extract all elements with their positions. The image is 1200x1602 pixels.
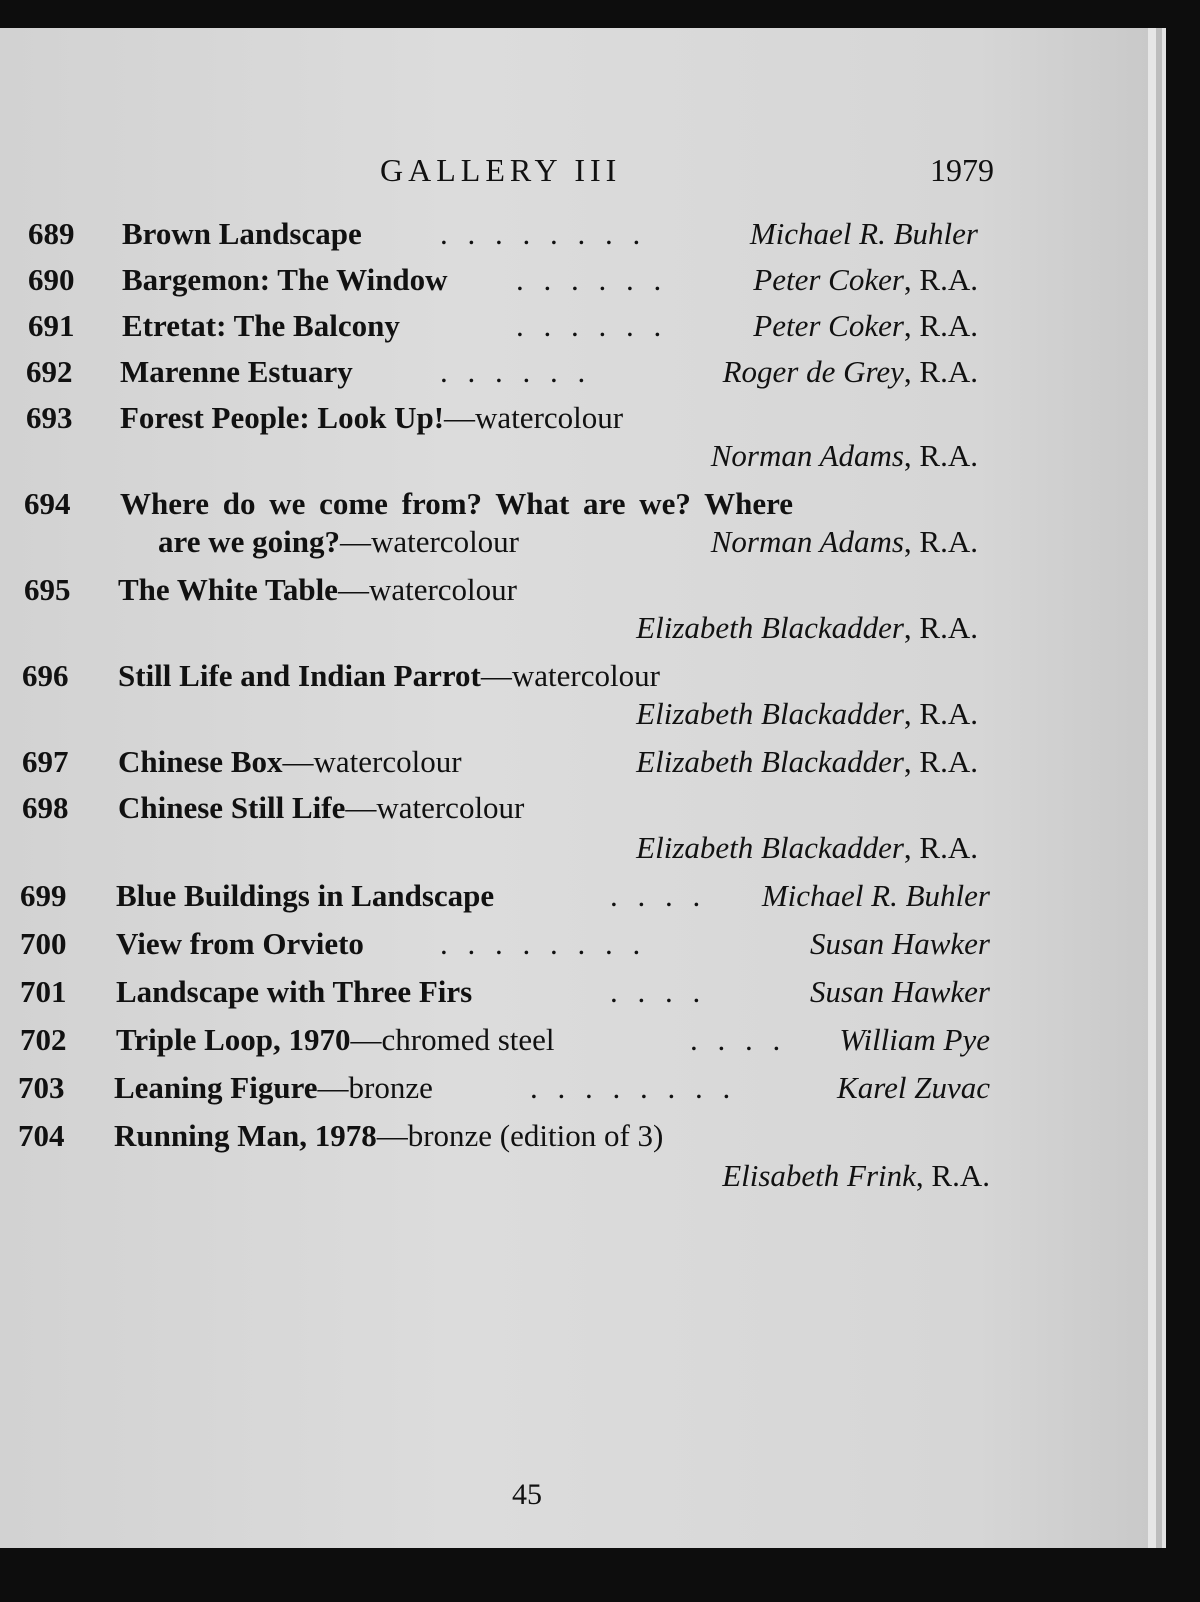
catalogue-page: [0, 28, 1148, 1548]
entry-title: Still Life and Indian Parrot: [118, 658, 481, 693]
artist-name: Norman Adams: [710, 438, 904, 473]
leader-dots: . . . . . . . .: [440, 216, 647, 251]
entry-number: 692: [26, 354, 73, 389]
entry-number: 696: [22, 658, 69, 693]
entry-title: View from Orvieto: [116, 926, 364, 961]
artist-suffix: , R.A.: [903, 830, 978, 865]
artist: [723, 354, 978, 390]
entry-medium: —bronze: [317, 1070, 433, 1105]
artist-name: Susan Hawker: [810, 926, 990, 961]
artist-suffix: , R.A.: [903, 696, 978, 731]
entry-number: 694: [24, 486, 71, 521]
entry-number: 702: [20, 1022, 67, 1057]
entry-medium: —chromed steel: [350, 1022, 555, 1057]
artist: [750, 216, 978, 252]
artist: [711, 524, 978, 560]
artist-suffix: , R.A.: [915, 1158, 990, 1193]
artist-name: Elizabeth Blackadder: [636, 696, 904, 731]
artist-name: Michael R. Buhler: [761, 878, 990, 913]
entry-title: Landscape with Three Firs: [116, 974, 473, 1009]
entry-title: Marenne Estuary: [120, 354, 353, 389]
entry-title: Chinese Still Life: [118, 790, 346, 825]
artist-name: Elizabeth Blackadder: [636, 830, 904, 865]
artist-suffix: , R.A.: [903, 524, 978, 559]
entry-medium: —watercolour: [337, 572, 517, 607]
entry-title: Leaning Figure: [114, 1070, 318, 1105]
artist-name: Karel Zuvac: [837, 1070, 990, 1105]
year-heading: 1979: [930, 152, 994, 188]
entry-medium: —watercolour: [480, 658, 660, 693]
entry-medium: —watercolour: [339, 524, 520, 559]
entry-medium: —watercolour: [345, 790, 525, 825]
entry-number: 703: [18, 1070, 65, 1105]
entry-number: 697: [22, 744, 69, 779]
artist: [711, 438, 978, 474]
artist-suffix: , R.A.: [903, 744, 978, 779]
entry-number: 700: [20, 926, 67, 961]
artist: [762, 878, 990, 914]
artist: [722, 1158, 990, 1194]
artist: [753, 308, 978, 344]
artist-name: Norman Adams: [710, 524, 904, 559]
artist: [810, 926, 990, 962]
entry-title: Bargemon: The Window: [122, 262, 448, 297]
leader-dots: . . . . . . . .: [440, 926, 647, 961]
artist-name: Susan Hawker: [810, 974, 990, 1009]
artist: [839, 1022, 990, 1058]
entry-title: Chinese Box: [118, 744, 283, 779]
entry-title: Blue Buildings in Landscape: [116, 878, 495, 913]
leader-dots: . . . . . .: [516, 262, 668, 297]
entry-number: 698: [22, 790, 69, 825]
artist: [636, 744, 978, 780]
artist-name: Roger de Grey: [722, 354, 904, 389]
entry-number: 690: [28, 262, 75, 297]
leader-dots: . . . .: [610, 878, 707, 913]
leader-dots: . . . . . .: [516, 308, 668, 343]
entry-title: Running Man, 1978: [114, 1118, 377, 1153]
entry-number: 693: [26, 400, 73, 435]
entry-number: 689: [28, 216, 75, 251]
artist-name: Peter Coker: [753, 262, 904, 297]
artist-suffix: , R.A.: [903, 308, 978, 343]
artist: [636, 610, 978, 646]
entry-number: 691: [28, 308, 75, 343]
entry-number: 699: [20, 878, 67, 913]
entry-number: 701: [20, 974, 67, 1009]
entry-title: Brown Landscape: [122, 216, 362, 251]
leader-dots: . . . . . .: [440, 354, 592, 389]
artist-name: Elizabeth Blackadder: [636, 610, 904, 645]
artist-suffix: , R.A.: [903, 438, 978, 473]
entry-number: 704: [18, 1118, 65, 1153]
artist-suffix: , R.A.: [903, 610, 978, 645]
artist-name: Elizabeth Blackadder: [636, 744, 904, 779]
artist: [636, 696, 978, 732]
artist-name: Michael R. Buhler: [749, 216, 978, 251]
gallery-heading: GALLERY III: [380, 152, 622, 188]
leader-dots: . . . .: [610, 974, 707, 1009]
entry-title: Etretat: The Balcony: [122, 308, 400, 343]
artist-suffix: , R.A.: [903, 262, 978, 297]
artist: [753, 262, 978, 298]
entry-medium: —watercolour: [282, 744, 462, 779]
artist: [837, 1070, 990, 1106]
leader-dots: . . . .: [690, 1022, 787, 1057]
entry-medium: —watercolour: [444, 400, 624, 435]
entry-title: Forest People: Look Up!: [120, 400, 445, 435]
artist-suffix: , R.A.: [903, 354, 978, 389]
entry-title-continued: are we going?: [158, 524, 340, 559]
entry-title: The White Table: [118, 572, 338, 607]
artist-name: William Pye: [839, 1022, 990, 1057]
leader-dots: . . . . . . . .: [530, 1070, 737, 1105]
entry-number: 695: [24, 572, 71, 607]
page-number: 45: [512, 1478, 542, 1511]
entry-title: Where do we come from? What are we? Where: [120, 486, 794, 521]
artist: [636, 830, 978, 866]
entry-title: Triple Loop, 1970: [116, 1022, 351, 1057]
entry-medium: —bronze (edition of 3): [376, 1118, 664, 1153]
artist-name: Elisabeth Frink: [722, 1158, 916, 1193]
artist: [810, 974, 990, 1010]
artist-name: Peter Coker: [753, 308, 904, 343]
